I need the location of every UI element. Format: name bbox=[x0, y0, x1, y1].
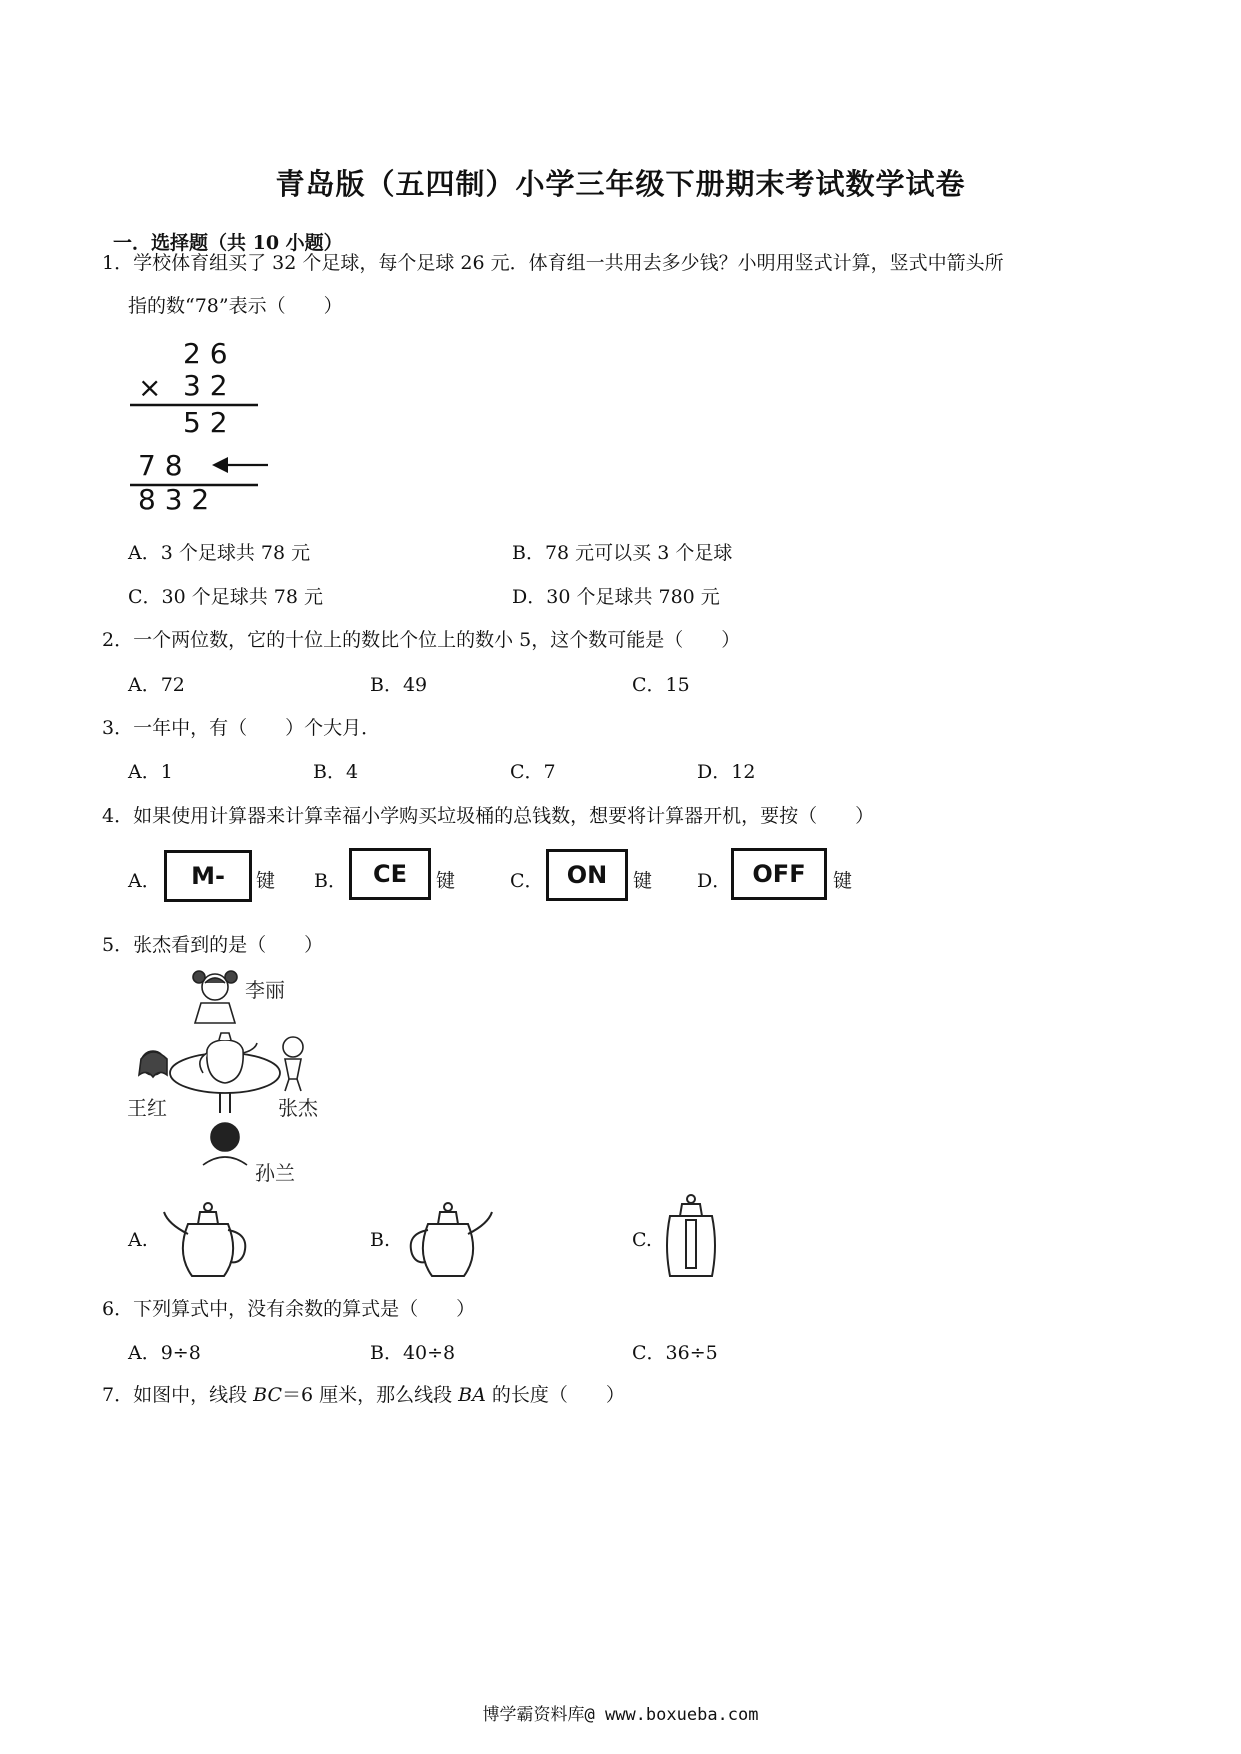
q2-option-b[interactable]: B．49 bbox=[370, 674, 428, 696]
boy-right-figure bbox=[283, 1037, 303, 1091]
name-right: 张杰 bbox=[278, 1096, 318, 1120]
name-bottom: 孙兰 bbox=[255, 1161, 295, 1185]
q4-option-b-letter[interactable]: B． bbox=[314, 870, 347, 892]
q7-segment-ba: BA bbox=[458, 1384, 486, 1406]
key-off: OFF bbox=[731, 848, 827, 900]
q4-option-c-suffix: 键 bbox=[633, 870, 653, 892]
section-heading: 一．选择题（共 10 小题） bbox=[113, 232, 343, 254]
calc-row-3: 5 2 bbox=[183, 406, 228, 439]
question-1-line2: 指的数“78”表示（ ） bbox=[128, 295, 343, 317]
q6-option-c[interactable]: C．36÷5 bbox=[632, 1342, 718, 1364]
question-6: 6．下列算式中，没有余数的算式是（ ） bbox=[102, 1298, 476, 1320]
q7-text-c: 的长度（ ） bbox=[485, 1384, 625, 1406]
person-bottom-figure bbox=[203, 1123, 247, 1165]
q6-option-b[interactable]: B．40÷8 bbox=[370, 1342, 456, 1364]
vertical-multiplication-figure bbox=[128, 335, 278, 520]
q7-segment-bc: BC bbox=[253, 1384, 282, 1406]
page-title: 青岛版（五四制）小学三年级下册期末考试数学试卷 bbox=[275, 167, 966, 201]
q4-option-b-suffix: 键 bbox=[436, 870, 456, 892]
q5-option-a-label[interactable]: A. bbox=[128, 1229, 148, 1251]
calc-row-5: 8 3 2 bbox=[138, 483, 210, 516]
key-m-minus: M- bbox=[164, 850, 252, 902]
key-on: ON bbox=[546, 849, 628, 901]
question-4: 4．如果使用计算器来计算幸福小学购买垃圾桶的总钱数，想要将计算器开机，要按（ ） bbox=[102, 805, 875, 827]
q1-option-c[interactable]: C．30 个足球共 78 元 bbox=[128, 586, 324, 608]
q1-option-b[interactable]: B．78 元可以买 3 个足球 bbox=[512, 542, 733, 564]
q6-option-a[interactable]: A．9÷8 bbox=[128, 1342, 201, 1364]
q5-option-c-label[interactable]: C. bbox=[632, 1229, 652, 1251]
key-ce: CE bbox=[349, 848, 431, 900]
q1-option-d[interactable]: D．30 个足球共 780 元 bbox=[512, 586, 720, 608]
q5-option-b-label[interactable]: B. bbox=[370, 1229, 391, 1251]
q4-option-a-suffix: 键 bbox=[256, 870, 276, 892]
q4-option-d-letter[interactable]: D． bbox=[697, 870, 732, 892]
calc-times: × bbox=[138, 371, 162, 404]
calc-row-1: 2 6 bbox=[183, 337, 228, 370]
q7-text-b: ＝6 厘米，那么线段 bbox=[282, 1384, 459, 1406]
q4-option-d-suffix: 键 bbox=[833, 870, 853, 892]
question-1-line1: 1．学校体育组买了 32 个足球，每个足球 26 元．体育组一共用去多少钱？小明用竖式计算，竖式中箭头所 bbox=[102, 252, 1004, 274]
q7-text-a: 7．如图中，线段 bbox=[102, 1384, 254, 1406]
teapot-side-view-b[interactable] bbox=[398, 1194, 498, 1282]
q3-option-c[interactable]: C．7 bbox=[510, 761, 556, 783]
name-left: 王红 bbox=[127, 1096, 167, 1120]
girl-left-figure bbox=[139, 1051, 167, 1077]
table-scene-figure bbox=[125, 965, 330, 1190]
calc-row-2: 3 2 bbox=[183, 369, 228, 402]
q2-option-a[interactable]: A．72 bbox=[128, 674, 185, 696]
footer-watermark: 博学霸资料库@ www.boxueba.com bbox=[482, 1705, 759, 1725]
question-3: 3．一年中，有（ ）个大月． bbox=[102, 717, 381, 739]
q2-option-c[interactable]: C．15 bbox=[632, 674, 690, 696]
q3-option-b[interactable]: B．4 bbox=[313, 761, 359, 783]
question-7 bbox=[102, 1380, 625, 1407]
name-top: 李丽 bbox=[245, 978, 285, 1002]
girl-top-figure bbox=[193, 971, 237, 1023]
q3-option-d[interactable]: D．12 bbox=[697, 761, 756, 783]
q4-option-c-letter[interactable]: C． bbox=[510, 870, 544, 892]
q1-option-a[interactable]: A．3 个足球共 78 元 bbox=[128, 542, 311, 564]
question-5: 5．张杰看到的是（ ） bbox=[102, 934, 324, 956]
arrow-left-icon bbox=[212, 457, 268, 473]
question-2: 2．一个两位数，它的十位上的数比个位上的数小 5，这个数可能是（ ） bbox=[102, 629, 741, 651]
q4-option-a-letter[interactable]: A． bbox=[128, 870, 161, 892]
q3-option-a[interactable]: A．1 bbox=[128, 761, 173, 783]
teapot-front-view-c[interactable] bbox=[656, 1190, 726, 1282]
calc-row-4: 7 8 bbox=[138, 449, 183, 482]
teapot-side-view-a[interactable] bbox=[158, 1194, 258, 1282]
